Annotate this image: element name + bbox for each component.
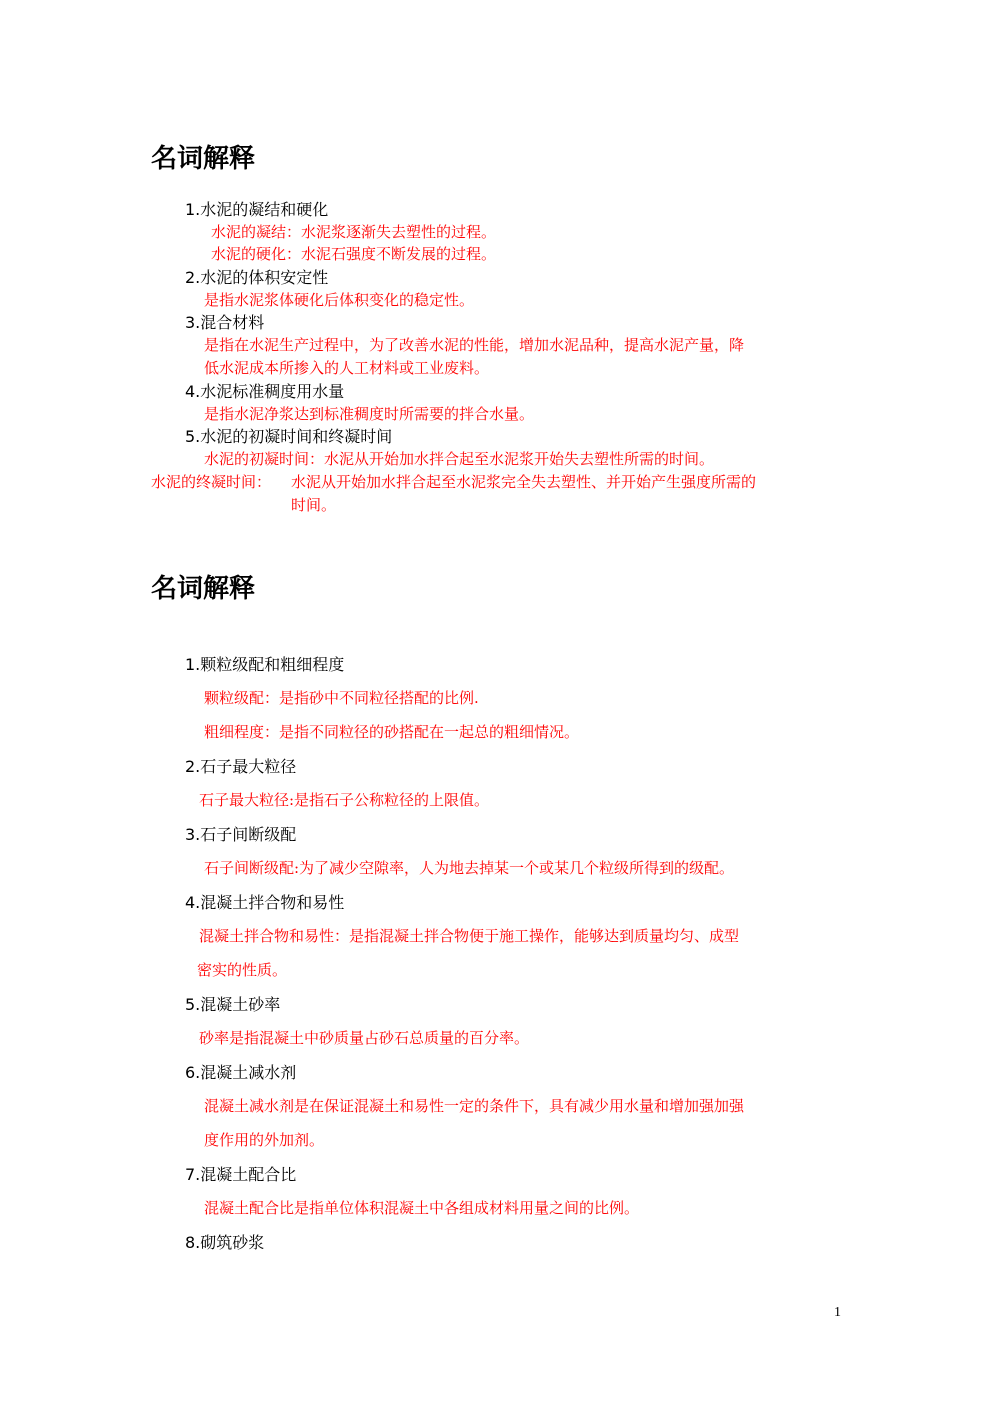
section-2-title: 名词解释 <box>151 574 256 604</box>
definition-water-reducer-line-1: 混凝土减水剂是在保证混凝土和易性一定的条件下，具有减少用水量和增加强加强 <box>204 1097 745 1115</box>
term-standard-consistency-water: 4.水泥标准稠度用水量 <box>185 382 345 401</box>
definition-particle-grading: 颗粒级配：是指砂中不同粒径搭配的比例. <box>204 689 479 707</box>
term-mix-proportion: 7.混凝土配合比 <box>185 1165 297 1184</box>
term-cement-setting-hardening: 1.水泥的凝结和硬化 <box>185 200 329 219</box>
definition-final-setting-time-line-2: 时间。 <box>291 496 337 514</box>
section-1-title: 名词解释 <box>151 144 256 174</box>
term-mixed-materials: 3.混合材料 <box>185 313 265 332</box>
term-max-aggregate-size: 2.石子最大粒径 <box>185 757 297 776</box>
definition-initial-setting-time: 水泥的初凝时间：水泥从开始加水拌合起至水泥浆开始失去塑性所需的时间。 <box>204 450 715 468</box>
definition-sand-ratio: 砂率是指混凝土中砂质量占砂石总质量的百分率。 <box>199 1029 530 1047</box>
term-masonry-mortar: 8.砌筑砂浆 <box>185 1233 265 1252</box>
definition-final-setting-time-line-1: 水泥从开始加水拌合起至水泥浆完全失去塑性、并开始产生强度所需的 <box>291 473 757 491</box>
page-number: 1 <box>834 1305 841 1320</box>
definition-mix-proportion: 混凝土配合比是指单位体积混凝土中各组成材料用量之间的比例。 <box>204 1199 640 1217</box>
definition-cement-setting: 水泥的凝结：水泥浆逐渐失去塑性的过程。 <box>211 223 497 241</box>
definition-standard-consistency-water: 是指水泥净浆达到标准稠度时所需要的拌合水量。 <box>204 405 535 423</box>
definition-final-setting-time-label: 水泥的终凝时间： <box>151 473 272 491</box>
definition-mixed-materials-line-2: 低水泥成本所掺入的人工材料或工业废料。 <box>204 359 490 377</box>
definition-mixed-materials-line-1: 是指在水泥生产过程中，为了改善水泥的性能，增加水泥品种，提高水泥产量，降 <box>204 336 745 354</box>
definition-cement-hardening: 水泥的硬化：水泥石强度不断发展的过程。 <box>211 245 497 263</box>
definition-max-aggregate-size: 石子最大粒径:是指石子公称粒径的上限值。 <box>199 791 490 809</box>
term-grading-fineness: 1.颗粒级配和粗细程度 <box>185 655 345 674</box>
term-setting-times: 5.水泥的初凝时间和终凝时间 <box>185 427 393 446</box>
definition-fineness: 粗细程度：是指不同粒径的砂搭配在一起总的粗细情况。 <box>204 723 580 741</box>
definition-gap-grading: 石子间断级配:为了减少空隙率，人为地去掉某一个或某几个粒级所得到的级配。 <box>204 859 735 877</box>
term-sand-ratio: 5.混凝土砂率 <box>185 995 281 1014</box>
term-volume-stability: 2.水泥的体积安定性 <box>185 268 329 287</box>
definition-water-reducer-line-2: 度作用的外加剂。 <box>204 1131 325 1149</box>
definition-workability-line-2: 密实的性质。 <box>197 961 288 979</box>
definition-workability-line-1: 混凝土拌合物和易性：是指混凝土拌合物便于施工操作，能够达到质量均匀、成型 <box>199 927 740 945</box>
term-water-reducer: 6.混凝土减水剂 <box>185 1063 297 1082</box>
term-gap-grading: 3.石子间断级配 <box>185 825 297 844</box>
term-workability: 4.混凝土拌合物和易性 <box>185 893 345 912</box>
definition-volume-stability: 是指水泥浆体硬化后体积变化的稳定性。 <box>204 291 475 309</box>
